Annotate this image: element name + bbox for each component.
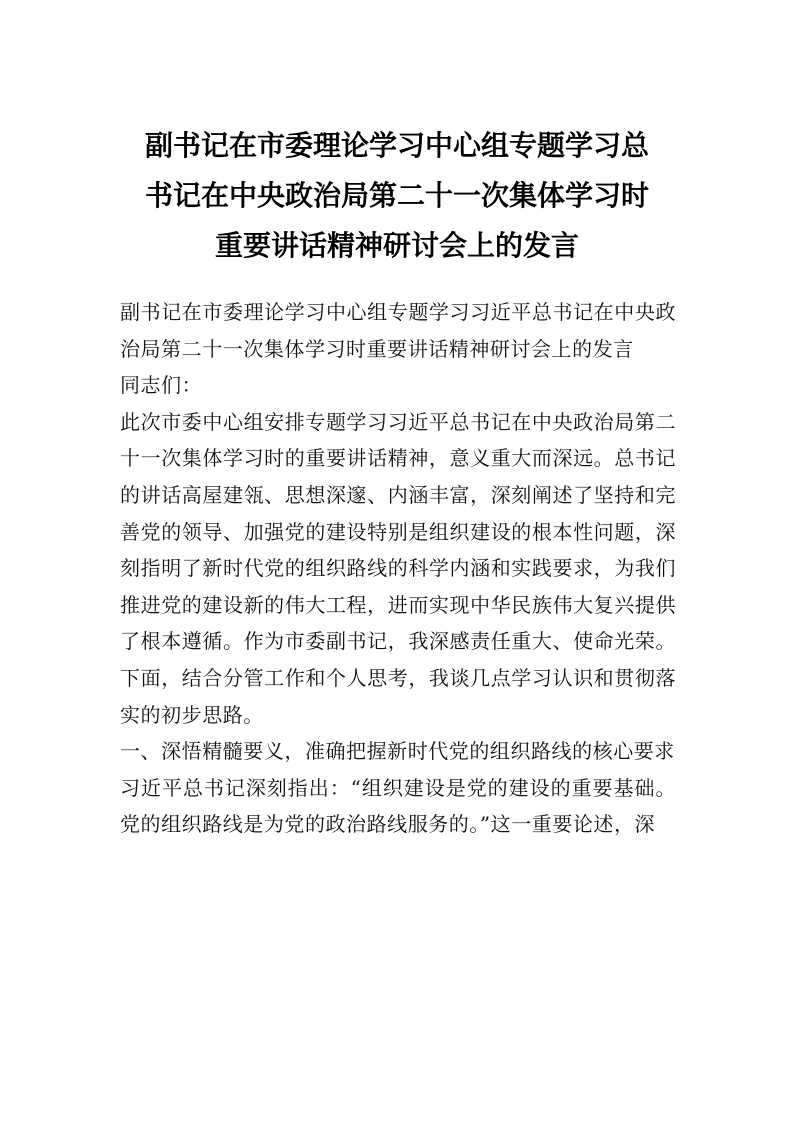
title-line-3: 重要讲话精神研讨会上的发言 <box>214 229 579 262</box>
document-title <box>112 121 682 271</box>
document-body <box>120 294 676 843</box>
section-heading-1: 一、深悟精髓要义，准确把握新时代党的组织路线的核心要求 <box>120 739 675 764</box>
title-line-2: 书记在中央政治局第二十一次集体学习时 <box>144 179 649 212</box>
intro-paragraph: 此次市委中心组安排专题学习习近平总书记在中央政治局第二十一次集体学习时的重要讲话精神，意义重大而深远。总书记的讲话高屋建瓴、思想深邃、内涵丰富，深刻阐述了坚持和完善党的领导、加强党的建设特别是组织建设的根本性问题，深刻指明了新时代党的组织路线的科学内涵和实践要求，为我们推进党的建设新的伟大工程，进而实现中华民族伟大复兴提供了根本遵循。作为市委副书记，我深感责任重大、使命光荣。下面，结合分管工作和个人思考，我谈几点学习认识和贯彻落实的初步思路。 <box>120 409 676 727</box>
subtitle-paragraph: 副书记在市委理论学习中心组专题学习习近平总书记在中央政治局第二十一次集体学习时重要讲话精神研讨会上的发言 <box>120 300 676 361</box>
salutation-paragraph: 同志们： <box>120 373 203 398</box>
section-paragraph: 习近平总书记深刻指出：“组织建设是党的建设的重要基础。党的组织路线是为党的政治路线服务的。”这一重要论述，深 <box>120 775 676 837</box>
title-line-1: 副书记在市委理论学习中心组专题学习总 <box>144 129 649 162</box>
